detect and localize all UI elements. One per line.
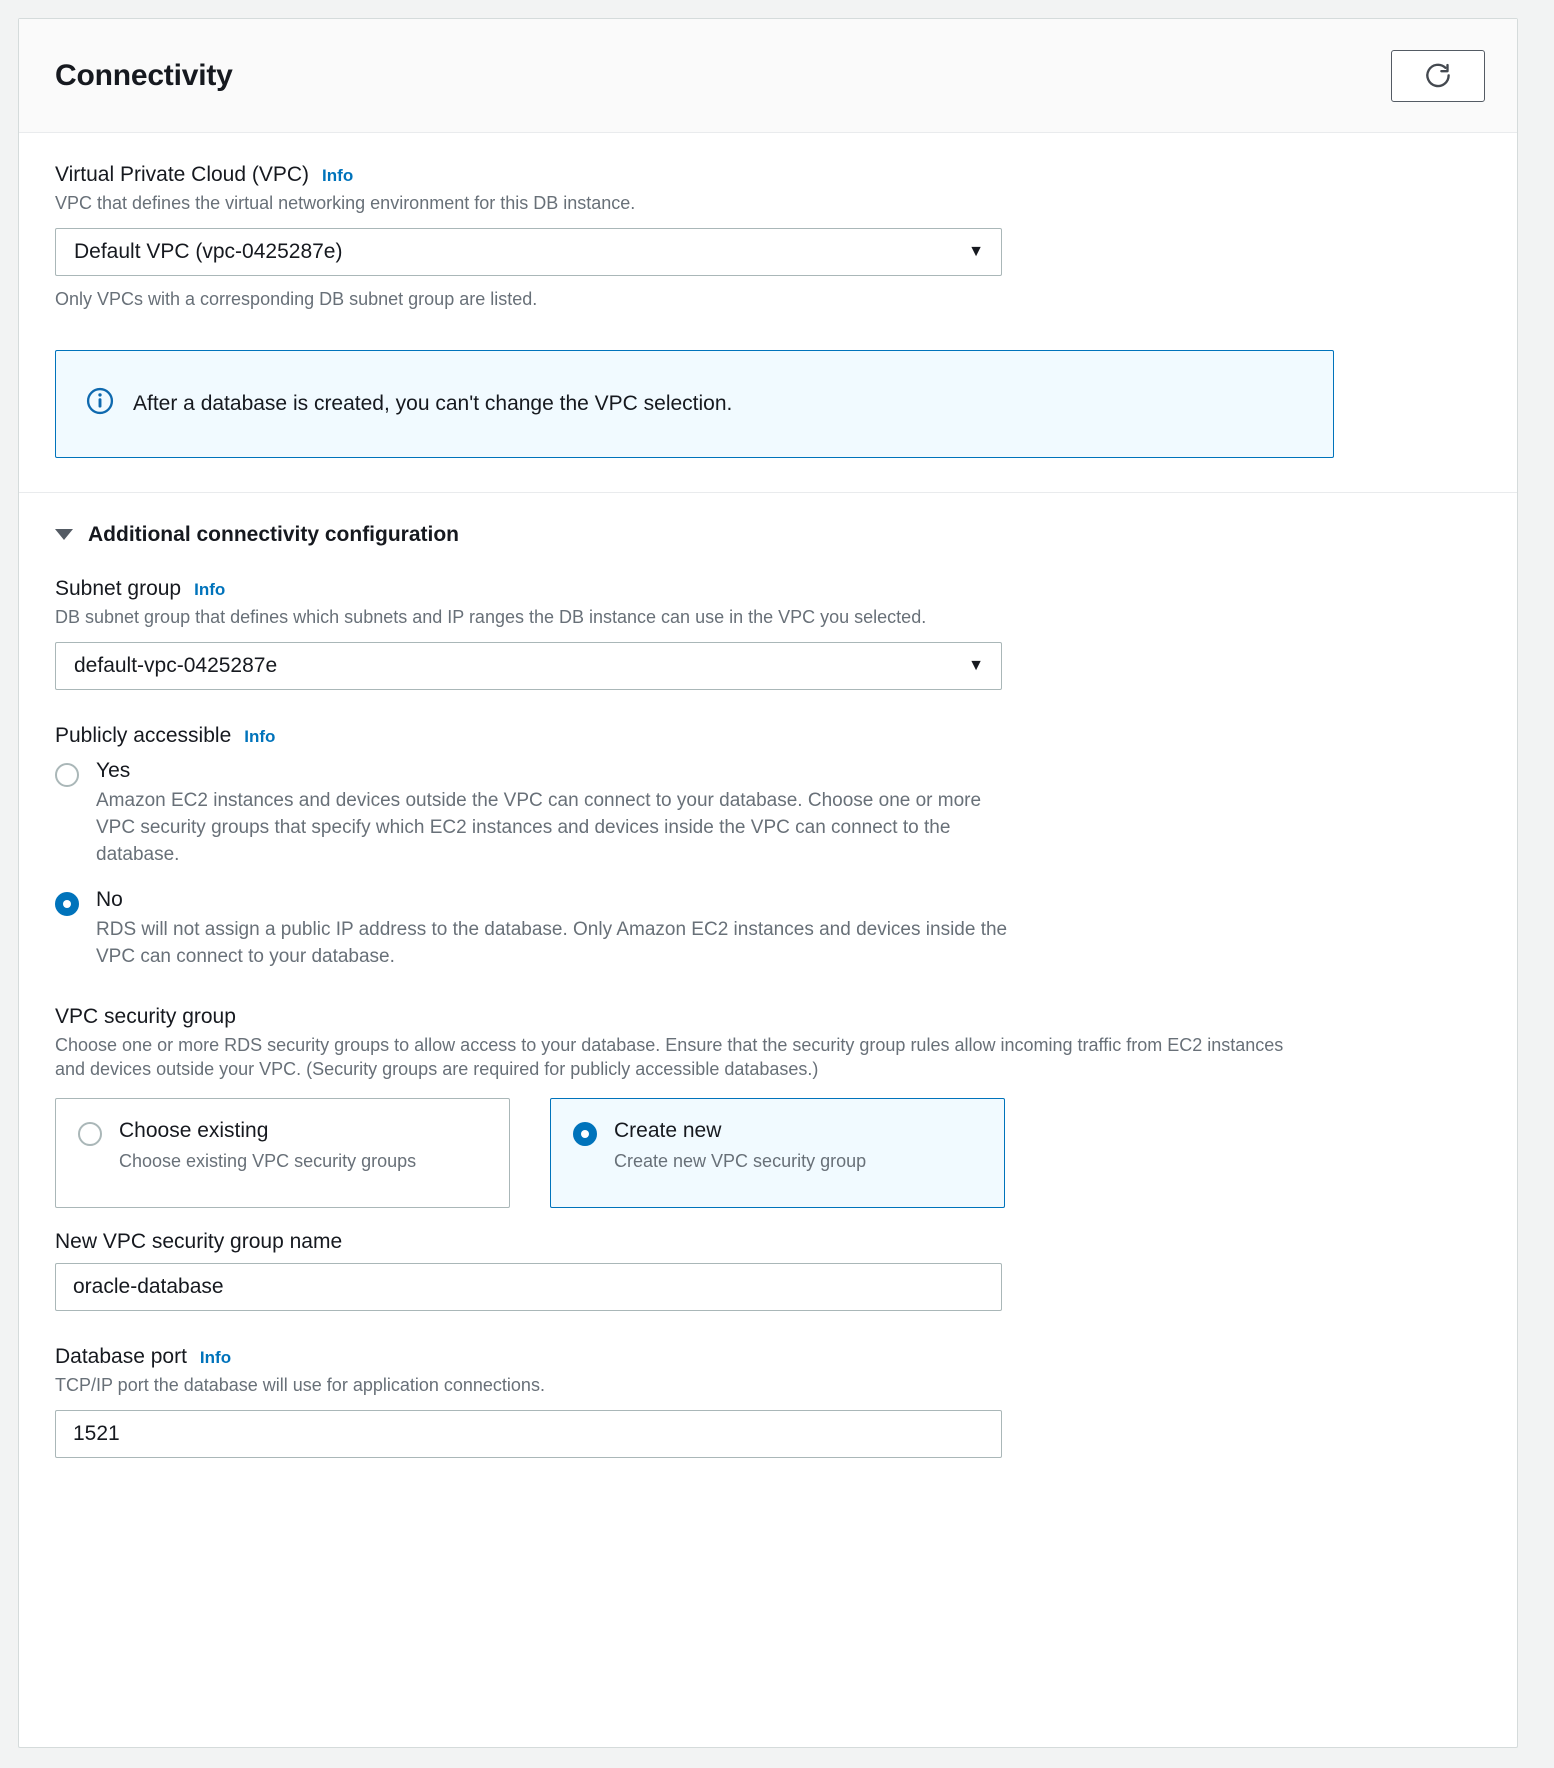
tile-choose-existing-label: Choose existing xyxy=(119,1118,269,1142)
vpc-info-alert xyxy=(55,350,1334,458)
database-port-input[interactable] xyxy=(55,1410,1002,1458)
additional-connectivity-section xyxy=(19,492,1517,1492)
tile-choose-existing-description: Choose existing VPC security groups xyxy=(119,1150,417,1171)
tile-create-new-label: Create new xyxy=(614,1118,722,1142)
vpc-security-group-tiles xyxy=(55,1098,1481,1208)
vpc-select[interactable] xyxy=(55,228,1002,276)
database-port-label-row xyxy=(55,1345,1481,1369)
radio-no-label: No xyxy=(96,887,123,911)
additional-connectivity-toggle[interactable] xyxy=(55,523,1481,547)
vpc-select-value: Default VPC (vpc-0425287e) xyxy=(74,240,343,264)
vpc-helper-text: VPC that defines the virtual networking environment for this DB instance. xyxy=(55,193,636,213)
radio-yes-description: Amazon EC2 instances and devices outside the VPC can connect to your database. Choose one or more VPC security groups that specify which EC2 instances and devices inside the VPC can connect to the database. xyxy=(96,790,982,866)
database-port-helper-text: TCP/IP port the database will use for application connections. xyxy=(55,1374,545,1395)
radio-no-indicator[interactable] xyxy=(55,892,79,916)
tile-create-new[interactable] xyxy=(550,1098,1005,1208)
radio-option-yes[interactable] xyxy=(55,758,1481,869)
publicly-accessible-field xyxy=(55,724,1481,971)
subnet-group-select-value: default-vpc-0425287e xyxy=(74,653,278,677)
subnet-group-label: Subnet group xyxy=(55,576,182,600)
vpc-security-group-label-row xyxy=(55,1005,1481,1029)
vpc-security-group-field xyxy=(55,1005,1481,1311)
radio-yes-label: Yes xyxy=(96,758,131,782)
refresh-icon xyxy=(1423,61,1453,91)
new-vpc-security-group-name-input[interactable] xyxy=(55,1263,1002,1311)
publicly-accessible-label: Publicly accessible xyxy=(55,723,232,747)
publicly-accessible-radio-group xyxy=(55,758,1481,971)
chevron-down-icon: ▼ xyxy=(968,656,984,674)
vpc-info-link[interactable]: Info xyxy=(322,166,354,185)
chevron-down-icon: ▼ xyxy=(968,243,984,261)
tile-create-new-radio[interactable] xyxy=(573,1122,597,1146)
subnet-group-info-link[interactable]: Info xyxy=(194,579,226,599)
database-port-field xyxy=(55,1345,1481,1458)
tile-create-new-description: Create new VPC security group xyxy=(614,1150,867,1171)
vpc-section xyxy=(19,133,1517,492)
vpc-security-group-label: VPC security group xyxy=(55,1005,236,1029)
tile-choose-existing-radio[interactable] xyxy=(78,1122,102,1146)
radio-yes-indicator[interactable] xyxy=(55,763,79,787)
additional-connectivity-title: Additional connectivity configuration xyxy=(88,522,460,546)
publicly-accessible-label-row xyxy=(55,724,1481,748)
connectivity-panel xyxy=(18,18,1518,1748)
radio-option-no[interactable] xyxy=(55,887,1481,971)
subnet-group-helper-text: DB subnet group that defines which subnets and IP ranges the DB instance can use in the VPC you selected. xyxy=(55,606,927,627)
radio-no-description: RDS will not assign a public IP address to the database. Only Amazon EC2 instances and devices inside the VPC can connect to your database. xyxy=(96,919,1008,968)
publicly-accessible-info-link[interactable]: Info xyxy=(244,726,276,746)
info-circle-icon xyxy=(86,387,114,420)
triangle-down-icon xyxy=(55,529,73,540)
panel-header xyxy=(19,19,1517,133)
vpc-security-group-helper-text: Choose one or more RDS security groups to allow access to your database. Ensure that the security group rules allow incoming traffic from EC2 instances and devices outside your VPC. (Security groups are required for publicly accessible databases.) xyxy=(55,1035,1284,1080)
subnet-group-select[interactable] xyxy=(55,642,1002,690)
tile-choose-existing[interactable] xyxy=(55,1098,510,1208)
vpc-label: Virtual Private Cloud (VPC) xyxy=(55,163,310,186)
subnet-group-field xyxy=(55,577,1481,690)
alert-message: After a database is created, you can't change the VPC selection. xyxy=(133,391,733,415)
refresh-button[interactable] xyxy=(1391,50,1485,102)
database-port-info-link[interactable]: Info xyxy=(199,1347,232,1367)
database-port-label: Database port xyxy=(55,1344,187,1368)
page-title: Connectivity xyxy=(55,58,233,92)
new-vpc-security-group-name-label: New VPC security group name xyxy=(55,1229,343,1253)
vpc-footnote: Only VPCs with a corresponding DB subnet group are listed. xyxy=(55,289,538,310)
subnet-group-label-row xyxy=(55,577,1481,601)
vpc-label-row xyxy=(55,163,1481,187)
